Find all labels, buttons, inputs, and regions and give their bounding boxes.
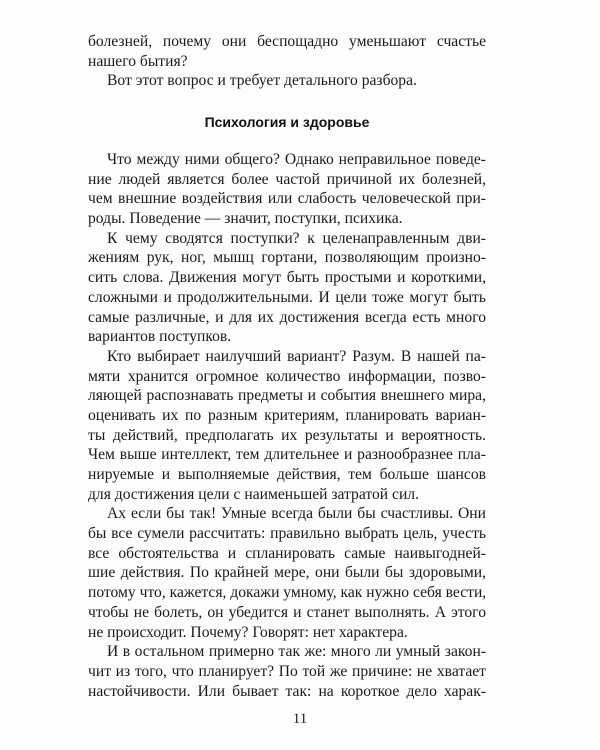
text-block-body — [88, 150, 486, 701]
text-line: мяти хранится огромное количество информации, позво- — [88, 367, 486, 385]
section-heading: Психология и здоровье — [204, 114, 370, 130]
text-line: Ах если бы так! Умные всегда были бы счастливы. Они — [107, 505, 486, 523]
text-line: И в остальном примерно так же: много ли умный закон- — [107, 643, 486, 661]
text-line: потому что, кажется, докажи умному, как нужно себя вести, — [88, 584, 487, 602]
text-line: нируемые и выполняемые действия, тем больше шансов — [88, 466, 486, 483]
paragraph — [88, 504, 486, 642]
text-line: роды. Поведение — значит, поступки, психика. — [88, 210, 403, 228]
text-line: ты действий, предполагать их результаты и вероятность. — [88, 426, 486, 444]
page-number: 11 — [292, 711, 308, 727]
text-line: настойчивости. Или бывает так: на короткое дело харак- — [88, 682, 486, 700]
paragraph — [88, 32, 486, 71]
text-line: К чему сводятся поступки? к целенаправленным дви- — [107, 229, 486, 247]
paragraph — [88, 229, 486, 347]
text-line: бы все сумели рассчитать: правильно выбрать цель, учесть — [88, 525, 486, 543]
text-line: чит из того, что планирует? По той же причине: не хватает — [88, 662, 486, 680]
paragraph — [88, 347, 486, 505]
text-line: сложными и продолжительными. И цели тоже могут быть — [88, 288, 486, 306]
text-line: чтобы не болеть, он убедится и станет выполнять. А этого — [88, 603, 486, 621]
text-line: жениям рук, ног, мышц гортани, позволяющим произно- — [88, 249, 486, 267]
text-line: Вот этот вопрос и требует детального разбора. — [107, 72, 417, 90]
text-line: шие действия. По крайней мере, они были бы здоровыми, — [88, 564, 486, 582]
text-line: самые различные, и для их достижения всегда есть много — [88, 308, 486, 326]
text-line: не происходит. Почему? Говорят: нет характера. — [88, 623, 408, 641]
text-line: нашего бытия? — [88, 52, 188, 70]
text-line: ние людей является более частой причиной их болезней, — [88, 170, 486, 188]
text-line: вариантов поступков. — [88, 328, 232, 346]
text-line: чем внешние воздействия или слабость человеческой при- — [88, 190, 486, 208]
paragraph — [88, 642, 486, 701]
text-line: для достижения цели с наименьшей затратой сил. — [88, 485, 419, 503]
text-line: сить слова. Движения могут быть простыми и короткими, — [88, 269, 486, 287]
paragraph — [88, 150, 486, 229]
paragraph — [88, 71, 486, 91]
text-line: ляющей распознавать предметы и события внешнего мира, — [88, 387, 486, 405]
text-block-top — [88, 32, 486, 91]
text-line: Кто выбирает наилучший вариант? Разум. В нашей па- — [107, 347, 486, 365]
text-line: Чем выше интеллект, тем длительнее и разнообразнее пла- — [88, 446, 486, 464]
text-line: оценивать их по разным критериям, планировать вариан- — [88, 406, 486, 424]
text-line: Что между ними общего? Однако неправильное поведе- — [107, 151, 486, 168]
text-line: болезней, почему они беспощадно уменьшают счастье — [88, 33, 486, 50]
text-line: все обстоятельства и спланировать самые наивыгодней- — [88, 544, 486, 562]
